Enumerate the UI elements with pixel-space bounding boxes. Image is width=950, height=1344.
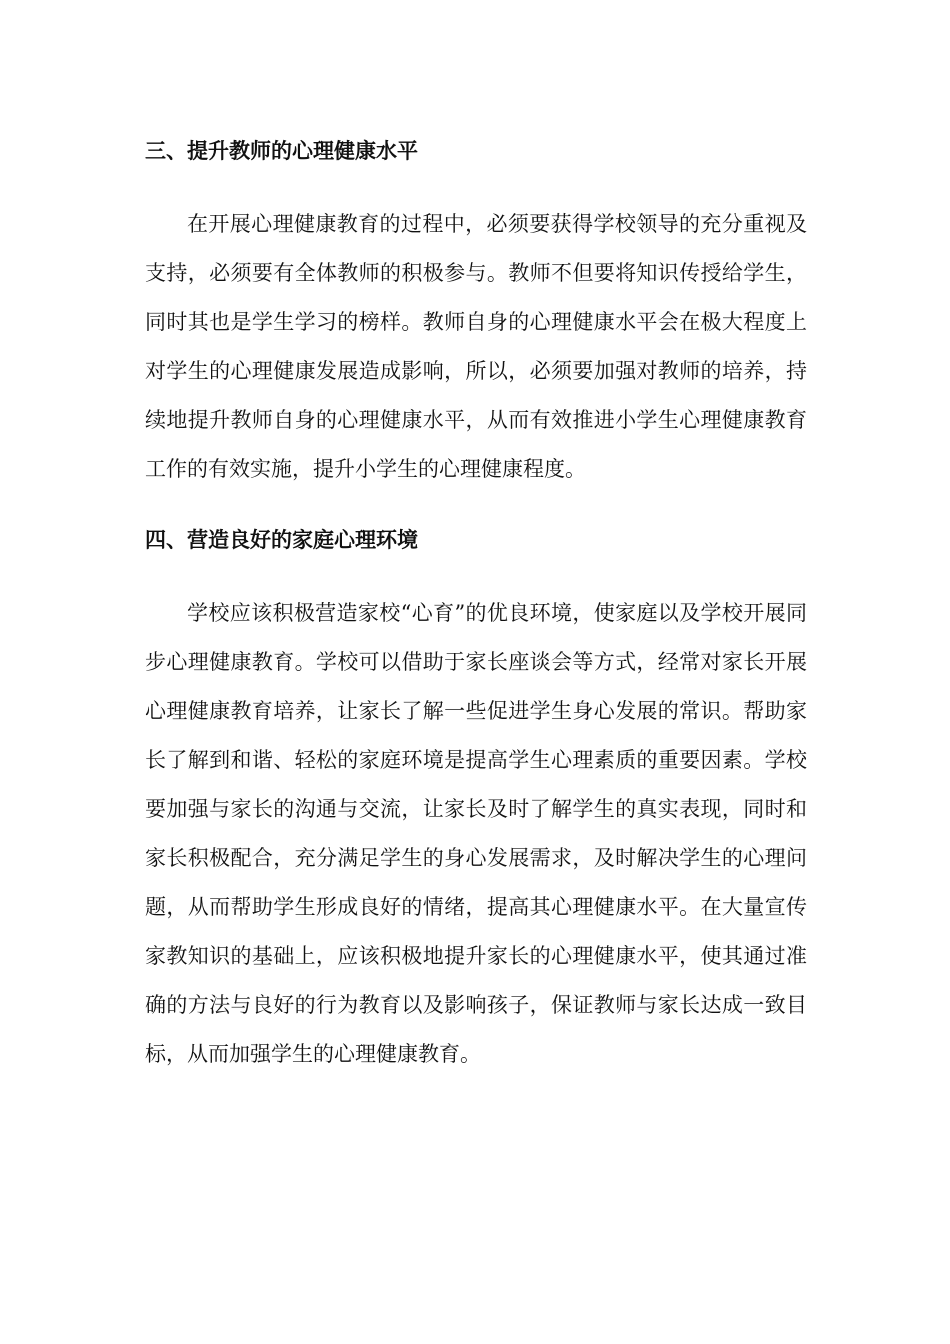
- document-body: [145, 126, 807, 1080]
- section-heading-4: 四、营造良好的家庭心理环境: [145, 527, 418, 552]
- section-heading-3: 三、提升教师的心理健康水平: [145, 139, 418, 163]
- section-paragraph-4: 学校应该积极营造家校“心育”的优良环境，使家庭以及学校开展同步心理健康教育。学校可以借助于家长座谈会等方式，经常对家长开展心理健康教育培养，让家长了解一些促进学生身心发展的常识。帮助家长了解到和谐、轻松的家庭环境是提高学生心理素质的重要因素。学校要加强与家长的沟通与交流，让家长及时了解学生的真实表现，同时和家长积极配合，充分满足学生的身心发展需求，及时解决学生的心理问题，从而帮助学生形成良好的情绪，提高其心理健康水平。在大量宣传家教知识的基础上，应该积极地提升家长的心理健康水平，使其通过准确的方法与良好的行为教育以及影响孩子，保证教师与家长达成一致目标，从而加强学生的心理健康教育。: [145, 600, 807, 1067]
- section-paragraph-3: 在开展心理健康教育的过程中，必须要获得学校领导的充分重视及支持，必须要有全体教师的积极参与。教师不但要将知识传授给学生，同时其也是学生学习的榜样。教师自身的心理健康水平会在极大程度上对学生的心理健康发展造成影响，所以，必须要加强对教师的培养，持续地提升教师自身的心理健康水平，从而有效推进小学生心理健康教育工作的有效实施，提升小学生的心理健康程度。: [145, 212, 807, 482]
